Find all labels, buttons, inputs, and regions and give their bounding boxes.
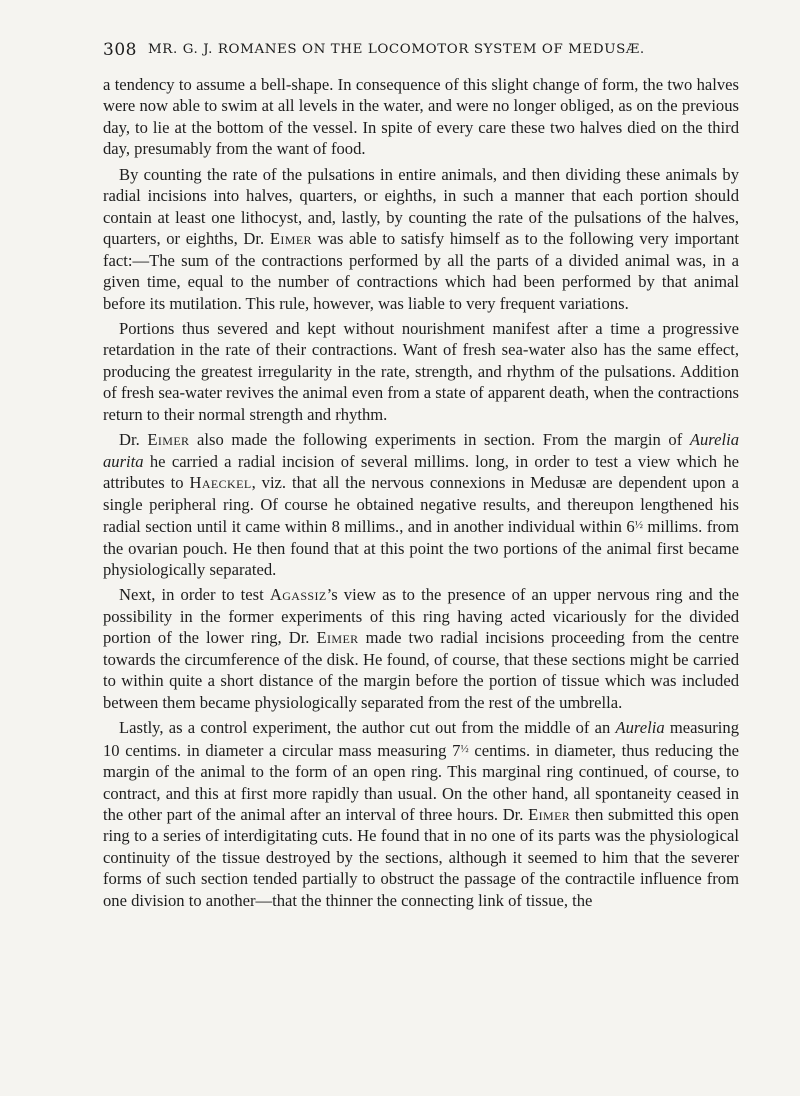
text-run-sc: Haeckel: [189, 473, 252, 493]
paragraph: [103, 584, 739, 713]
text-run-frac: ½: [634, 519, 643, 532]
text-run: , viz. that all the nervous connexions in Medusæ are dependent upon a single peripheral ring. Of course he obtained negative results, and thereupon lengthened his radial section until it came within 8 millims., and in another individual within 6: [103, 473, 739, 537]
paragraph: [103, 429, 739, 580]
body-text: [103, 74, 739, 915]
text-run-sc: Agassiz: [269, 585, 327, 605]
text-run: then submitted this open ring to a series of interdigitating cuts. He found that in no one of its parts was the physiological continuity of the tissue destroyed by the sections, although it seemed to him that the severer forms of such section tended partially to obstruct the passage of the contractile influence from one division to another—that the thinner the connecting link of tissue, the: [103, 804, 739, 910]
text-run: made two radial incisions proceeding from the centre towards the circumference of the disk. He found, of course, that these sections might be carried to within quite a short distance of the margin before the portion of tissue which was included between them became physiologically separated from the rest of the umbrella.: [103, 628, 739, 712]
text-run: millims. from the ovarian pouch. He then found that at this point the two portions of the animal first became physiologically separated.: [103, 517, 740, 579]
text-run-it: Aurelia: [615, 718, 665, 738]
text-run: ’s view as to the presence of an upper nervous ring and the possibility in the former experiments of this ring having acted vicariously for the divided portion of the lower ring, Dr.: [103, 585, 739, 648]
paragraph: [103, 318, 739, 425]
text-run-sc: Eimer: [316, 628, 359, 648]
page-number: 308: [103, 40, 137, 60]
text-run-it: Aurelia aurita: [103, 430, 740, 471]
text-run: Dr.: [119, 430, 148, 450]
text-run: measuring 10 centims. in diameter a circular mass measuring 7: [103, 718, 739, 760]
text-run: Lastly, as a control experiment, the author cut out from the middle of an: [119, 718, 616, 738]
paragraph: [103, 74, 739, 160]
text-run-sc: Eimer: [147, 430, 190, 450]
text-run: Next, in order to test: [119, 585, 270, 605]
text-run: centims. in diameter, thus reducing the margin of the animal to the form of an open ring. This marginal ring continued, of course, to contract, and this at first more rapidly than usual. On the other hand, all spontaneity ceased in the other part of the animal after an interval of three hours. Dr.: [103, 740, 739, 824]
text-run-frac: ½: [460, 742, 469, 755]
text-run-sc: Eimer: [269, 229, 312, 249]
text-run-sc: Eimer: [528, 804, 571, 824]
text-run: he carried a radial incision of several millims. long, in order to test a view which he attributes to: [103, 451, 739, 493]
paragraph: [103, 164, 739, 314]
text-run: a tendency to assume a bell-shape. In consequence of this slight change of form, the two halves were now able to swim at all levels in the water, and were no longer obliged, as on the previous day, to lie at the bottom of the vessel. In spite of every care these two halves died on the third day, presumably from the want of food.: [103, 75, 739, 159]
running-head: MR. G. J. ROMANES ON THE LOCOMOTOR SYSTEM OF MEDUSÆ.: [148, 42, 645, 57]
text-run: Portions thus severed and kept without nourishment manifest after a time a progressive retardation in the rate of their contractions. Want of fresh sea-water also has the same effect, producing the greatest irregularity in the rate, strength, and rhythm of the pulsations. Addition of fresh sea-water revives the animal even from a state of apparent death, when the contractions return to their normal strength and rhythm.: [103, 318, 739, 424]
paragraph: [103, 717, 739, 911]
text-run: also made the following experiments in section. From the margin of: [189, 430, 690, 450]
text-run: was able to satisfy himself as to the following very important fact:—The sum of the contractions performed by all the parts of a divided animal was, in a given time, equal to the number of contractions which had been performed by that animal before its mutilation. This rule, however, was liable to very frequent variations.: [103, 229, 739, 313]
page-header: [103, 40, 743, 66]
text-run: By counting the rate of the pulsations in entire animals, and then dividing these animals by radial incisions into halves, quarters, or eighths, in such a manner that each portion should contain at least one lithocyst, and, lastly, by counting the rate of the pulsations of the halves, quarters, or eighths, Dr.: [103, 164, 739, 249]
